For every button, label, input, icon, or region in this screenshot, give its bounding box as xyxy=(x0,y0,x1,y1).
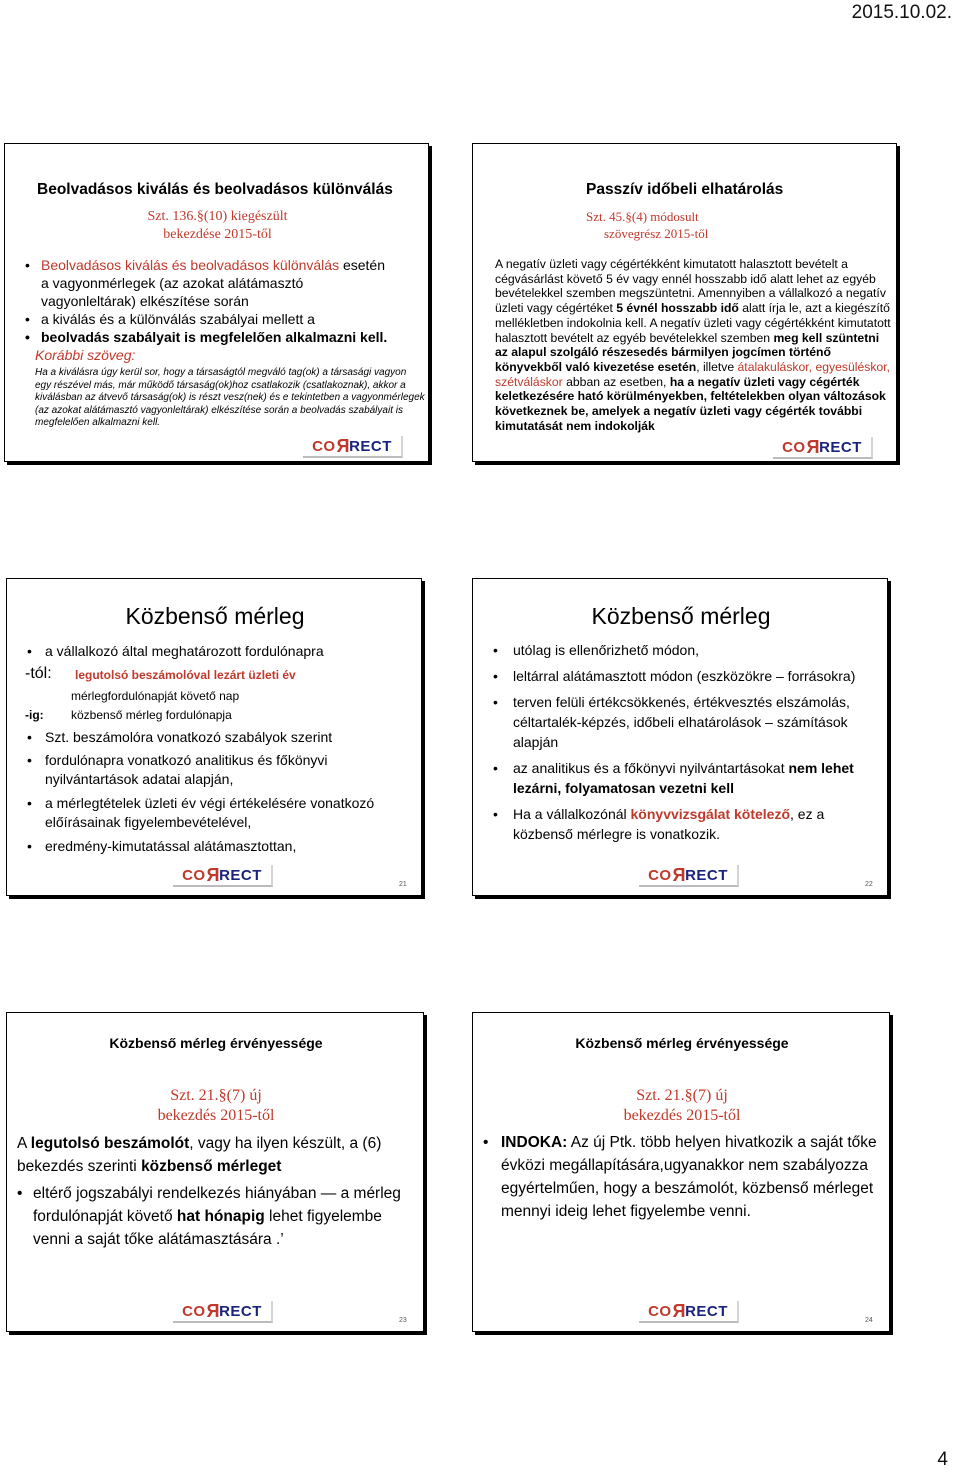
slide-kozbenso-merleg-ervenyessege-24 xyxy=(472,1012,890,1332)
ig-value: közbenső mérleg fordulónapja xyxy=(71,708,232,722)
law-reference xyxy=(5,208,429,244)
bullet-list xyxy=(27,728,417,856)
body-paragraph: A legutolsó beszámolót, vagy ha ilyen készült, a (6) bekezdés szerinti közbenső mérleget xyxy=(17,1135,382,1175)
bullet-list xyxy=(493,640,878,844)
slide-title: Közbenső mérleg érvényessége xyxy=(575,1035,789,1051)
body-paragraph: A negatív üzleti vagy cégértékként kimutatott halasztott bevételt a cégvásárlást követő 5 év vagy ennél hosszabb idő alatt lehet az egyéb bevételekkel szemben megszüntetni. Amennyiben a vállalkozó a negatív üzleti vagy cégértéket 5 évnél hosszabb idő alatt írja le, azt a kiegészítő mellékletben indokolnia kell. A negatív üzleti vagy cégértékként kimutatott halasztott bevételt az egyéb bevételekkel szemben meg kell szüntetni az alapul szolgáló részesedés bármilyen jogcímen történő könyvekből való kivezetése esetén, illetve átalakuláskor, egyesüléskor, szétváláskor abban az esetben, ha a negatív üzleti vagy cégérték keletkezésére ható körülményekben, feltételekben olyan változások következnek be, amelyek a negatív üzleti vagy cégérték további kimutatását nem indokolják xyxy=(495,257,891,433)
bullet-list xyxy=(25,256,425,346)
text: esetén xyxy=(339,257,386,273)
correct-logo: CO R RECT xyxy=(303,436,403,458)
slide-title: Passzív időbeli elhatárolás xyxy=(586,181,784,198)
tol-label: -tól: xyxy=(25,665,52,682)
previous-text: Ha a kiválásra úgy kerül sor, hogy a társaságtól megváló tag(ok) a társasági vagyon egy részével más, már működő társaság(ok)hoz csatlakozik (csatlakoznak), akkor a kiválásban az átvevő társaság(ok) is részt vesz(nek) és e tekintetben a vagyonmérlegek (az azokat alátámasztó vagyonleltárak) elkészítése során a beolvadás szabályait is megfelelően alkalmazni kell. xyxy=(35,367,425,429)
list-item: • Szt. beszámolóra vonatkozó szabályok szerint xyxy=(27,728,417,747)
list-item: • eredmény-kimutatással alátámasztottan, xyxy=(27,837,417,856)
law-reference-line1: Szt. 45.§(4) módosult xyxy=(586,209,699,224)
previous-text-label: Korábbi szöveg: xyxy=(35,347,136,363)
text: a kiválás és a különválás szabályai mellett a xyxy=(41,311,315,327)
list-item: • Ha a vállalkozónál könyvvizsgálat kötelező, ez a közbenső mérlegre is vonatkozik. xyxy=(493,804,878,844)
list-item: • fordulónapra vonatkozó analitikus és főkönyvi nyilvántartások adatai alapján, xyxy=(27,751,417,789)
correct-logo: CO R RECT xyxy=(773,437,873,459)
slide-number: 23 xyxy=(399,1317,407,1324)
list-item xyxy=(25,256,425,310)
slide-number: 24 xyxy=(865,1317,873,1324)
law-reference-line1: Szt. 136.§(10) kiegészült xyxy=(147,209,288,224)
law-reference-line2: bekezdés 2015-től xyxy=(623,1107,741,1124)
law-reference xyxy=(586,208,708,242)
text: a vagyonmérlegek (az azokat alátámasztó xyxy=(41,275,304,291)
slide-number: 22 xyxy=(865,881,873,888)
list-item: • a mérlegtételek üzleti év végi értékelésére vonatkozó előírásainak figyelembevételével, xyxy=(27,794,417,832)
list-item: • az analitikus és a főkönyvi nyilvántartásokat nem lehet lezárni, folyamatosan vezetni kell xyxy=(493,758,878,798)
law-reference-line1: Szt. 21.§(7) új xyxy=(636,1087,728,1104)
slide-kozbenso-merleg-21 xyxy=(6,578,422,896)
list-item: • leltárral alátámasztott módon (eszközökre – forrásokra) xyxy=(493,666,878,686)
text: vagyonleltárak) elkészítése során xyxy=(41,293,249,309)
list-item: • terven felüli értékcsökkenés, értékvesztés elszámolás, céltartalék-képzés, időbeli elhatárolások – számítások alapján xyxy=(493,692,878,752)
header-date: 2015.10.02. xyxy=(851,2,952,23)
slide-title: Közbenső mérleg érvényessége xyxy=(109,1035,323,1051)
list-item: • INDOKA: Az új Ptk. több helyen hivatkozik a saját tőke évközi megállapítására,ugyanakkor nem szabályozza egyértelműen, hogy a beszámolót, közbenső mérleget mennyi ideig lehet figyelembe venni. xyxy=(483,1131,885,1223)
slide-beolvadasos-kivalas xyxy=(4,143,429,462)
tol-value: legutolsó beszámolóval lezárt üzleti év xyxy=(75,668,296,682)
correct-logo: CO R RECT xyxy=(639,1301,739,1323)
correct-logo: CO R RECT xyxy=(639,865,739,887)
list-item xyxy=(25,328,425,346)
law-reference xyxy=(473,1086,890,1126)
law-reference-line2: szövegrész 2015-től xyxy=(604,226,709,241)
correct-logo: CO R RECT xyxy=(173,865,273,887)
correct-logo: CO R RECT xyxy=(173,1301,273,1323)
ig-label: -ig: xyxy=(25,708,44,722)
law-reference-line1: Szt. 21.§(7) új xyxy=(170,1087,262,1104)
slide-title: Közbenső mérleg xyxy=(125,603,305,629)
slide-number: 21 xyxy=(399,881,407,888)
text: beolvadás szabályait is megfelelően alkalmazni kell. xyxy=(41,329,388,345)
slide-title: Beolvadásos kiválás és beolvadásos különválás xyxy=(37,181,393,198)
list-item: • a vállalkozó által meghatározott fordulónapra xyxy=(27,642,417,661)
list-item xyxy=(25,310,425,328)
page-number: 4 xyxy=(937,1449,948,1470)
bullet-list xyxy=(483,1131,885,1223)
law-reference xyxy=(7,1086,424,1126)
bullet-list xyxy=(27,642,417,661)
list-item: • eltérő jogszabályi rendelkezés hiányában — a mérleg fordulónapját követő hat hónapig lehet figyelembe venni a saját tőke alátámasztására .’ xyxy=(17,1182,419,1251)
highlight-text: Beolvadásos kiválás és beolvadásos különválás xyxy=(41,257,340,273)
slide-title: Közbenső mérleg xyxy=(591,603,771,629)
slide-kozbenso-merleg-ervenyessege-23 xyxy=(6,1012,424,1332)
tol-continuation: mérlegfordulónapját követő nap xyxy=(71,689,240,703)
slide-kozbenso-merleg-22 xyxy=(472,578,888,896)
law-reference-line2: bekezdése 2015-től xyxy=(163,227,272,242)
bullet-list xyxy=(17,1182,419,1251)
law-reference-line2: bekezdés 2015-től xyxy=(157,1107,275,1124)
slide-passziv-idobeli-elhatarolas xyxy=(472,143,897,462)
list-item: • utólag is ellenőrizhető módon, xyxy=(493,640,878,660)
